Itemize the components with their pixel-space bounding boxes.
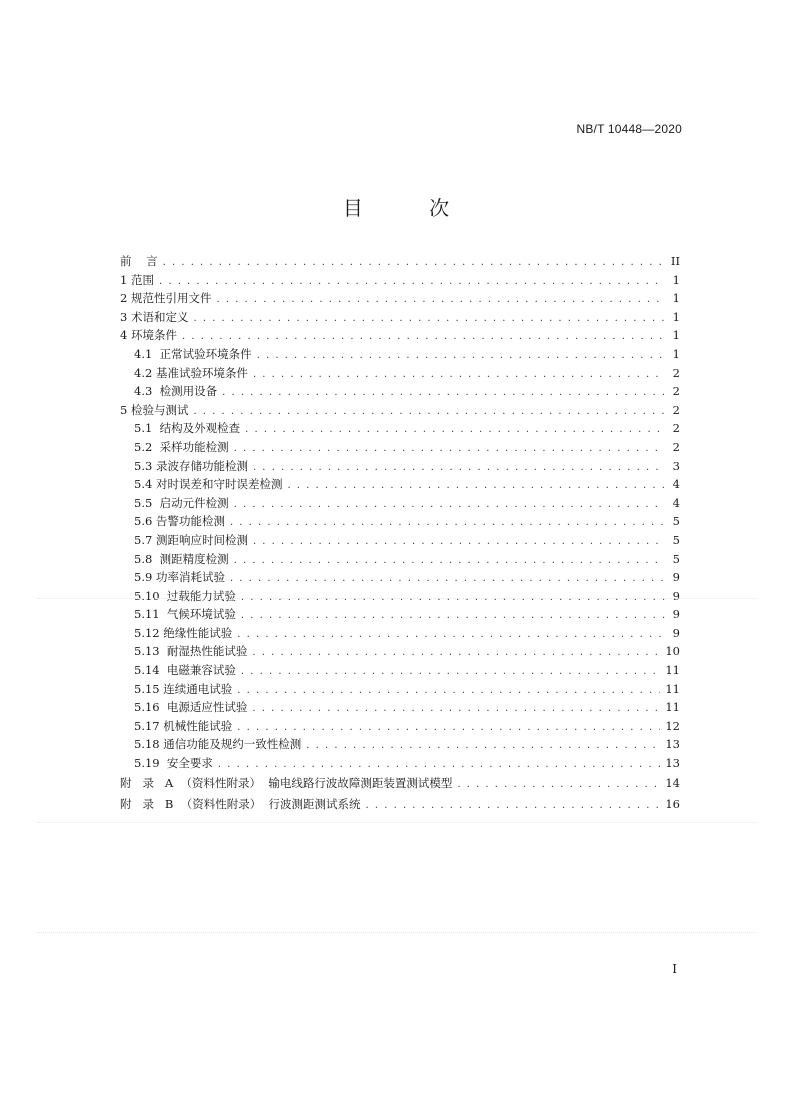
divider <box>36 932 756 933</box>
dot-leader <box>234 496 665 515</box>
toc-entry-label: 5.18 通信功能及规约一致性检测 <box>134 737 302 752</box>
toc-entry[interactable] <box>120 698 680 717</box>
toc-entry-label: 5.8 测距精度检测 <box>134 551 229 566</box>
dot-leader <box>222 384 665 403</box>
toc-entry[interactable] <box>120 754 680 773</box>
toc-entry-page: 10 <box>665 644 680 659</box>
toc-entry-label: 4 环境条件 <box>120 328 177 343</box>
toc-entry-label: 5.10 过载能力试验 <box>134 588 236 603</box>
dot-leader <box>216 291 665 310</box>
toc-entry-label: 5.15 连续通电试验 <box>134 681 233 696</box>
toc-entry-page: 1 <box>672 309 680 324</box>
dot-leader <box>245 421 665 440</box>
standard-code: NB/T 10448—2020 <box>576 122 682 136</box>
toc-entry-label: 前 言 <box>120 254 158 268</box>
dot-leader <box>159 273 665 292</box>
toc-entry-page: 1 <box>672 291 680 306</box>
dot-leader <box>193 403 665 422</box>
toc-entry[interactable] <box>120 661 680 680</box>
toc-entry[interactable] <box>120 642 680 661</box>
toc-entry-page: II <box>670 254 680 268</box>
toc-entry[interactable] <box>120 624 680 643</box>
toc-entry-page: 4 <box>672 495 680 510</box>
toc-entry-page: 2 <box>672 439 680 454</box>
toc-entry[interactable] <box>120 271 680 290</box>
dot-leader <box>306 737 660 756</box>
toc-entry-label: 5.4 对时误差和守时误差检测 <box>134 477 283 492</box>
toc-entry[interactable] <box>120 419 680 438</box>
toc-entry[interactable] <box>120 308 680 327</box>
toc-entry-page: 11 <box>665 663 680 678</box>
toc-entry-label: 5.17 机械性能试验 <box>134 718 233 733</box>
toc-entry-label: 5.6 告警功能检测 <box>134 514 225 529</box>
toc-entry-label: 5.14 电磁兼容试验 <box>134 663 236 678</box>
toc-entry[interactable] <box>120 587 680 606</box>
dot-leader <box>253 366 665 385</box>
toc-entry-page: 5 <box>672 514 680 529</box>
dot-leader <box>237 682 660 701</box>
toc-entry-label: 5.12 绝缘性能试验 <box>134 625 233 640</box>
toc-entry-label: 4.3 检测用设备 <box>134 384 218 399</box>
toc-entry[interactable] <box>120 289 680 308</box>
page-number: I <box>672 962 677 976</box>
dot-leader <box>193 310 665 329</box>
toc-entry-page: 14 <box>665 775 680 790</box>
dot-leader <box>241 663 660 682</box>
dot-leader <box>457 774 660 796</box>
toc-entry-page: 13 <box>665 737 680 752</box>
toc-entry-page: 4 <box>672 477 680 492</box>
toc-entry[interactable] <box>120 252 680 271</box>
toc-entry-label: 附 录 B （资料性附录） 行波测距测试系统 <box>120 797 361 812</box>
toc-entry-label: 2 规范性引用文件 <box>120 291 212 306</box>
dot-leader <box>366 795 661 817</box>
toc-entry[interactable] <box>120 512 680 531</box>
dot-leader <box>287 477 665 496</box>
dot-leader <box>253 459 665 478</box>
dot-leader <box>257 347 665 366</box>
toc-entry-label: 5.3 录波存储功能检测 <box>134 458 248 473</box>
toc-entry[interactable] <box>120 364 680 383</box>
table-of-contents <box>120 252 680 816</box>
toc-entry[interactable] <box>120 794 680 816</box>
toc-entry-page: 5 <box>672 532 680 547</box>
toc-entry-label: 1 范围 <box>120 272 154 287</box>
toc-entry[interactable] <box>120 475 680 494</box>
toc-entry[interactable] <box>120 680 680 699</box>
toc-entry[interactable] <box>120 773 680 795</box>
dot-leader <box>230 514 665 533</box>
dot-leader <box>237 626 665 645</box>
toc-entry-label: 5.9 功率消耗试验 <box>134 570 225 585</box>
toc-entry-page: 2 <box>672 421 680 436</box>
toc-entry-label: 5.2 采样功能检测 <box>134 439 229 454</box>
toc-entry-page: 9 <box>672 625 680 640</box>
toc-entry[interactable] <box>120 550 680 569</box>
dot-leader <box>253 533 665 552</box>
toc-entry-page: 16 <box>665 797 680 812</box>
divider <box>36 822 756 823</box>
toc-entry[interactable] <box>120 735 680 754</box>
toc-entry-page: 9 <box>672 588 680 603</box>
toc-entry-label: 5.5 启动元件检测 <box>134 495 229 510</box>
toc-entry[interactable] <box>120 382 680 401</box>
toc-entry-page: 9 <box>672 570 680 585</box>
toc-entry-page: 1 <box>672 272 680 287</box>
toc-entry-label: 5.7 测距响应时间检测 <box>134 532 248 547</box>
toc-entry-page: 2 <box>672 384 680 399</box>
toc-entry[interactable] <box>120 717 680 736</box>
toc-entry-label: 5.16 电源适应性试验 <box>134 700 248 715</box>
toc-entry-page: 3 <box>672 458 680 473</box>
toc-entry[interactable] <box>120 568 680 587</box>
toc-entry-page: 1 <box>672 328 680 343</box>
toc-entry-page: 11 <box>665 681 680 696</box>
toc-entry[interactable] <box>120 605 680 624</box>
toc-entry[interactable] <box>120 494 680 513</box>
toc-entry-label: 5.11 气候环境试验 <box>134 607 236 622</box>
dot-leader <box>234 440 665 459</box>
toc-entry[interactable] <box>120 457 680 476</box>
toc-entry[interactable] <box>120 401 680 420</box>
toc-entry-label: 5.13 耐湿热性能试验 <box>134 644 248 659</box>
toc-entry-page: 9 <box>672 607 680 622</box>
toc-entry[interactable] <box>120 345 680 364</box>
toc-entry-page: 13 <box>665 756 680 771</box>
toc-entry-page: 2 <box>672 365 680 380</box>
toc-entry-page: 12 <box>665 718 680 733</box>
toc-entry[interactable] <box>120 326 680 345</box>
toc-entry[interactable] <box>120 438 680 457</box>
dot-leader <box>252 700 660 719</box>
toc-entry-label: 3 术语和定义 <box>120 309 189 324</box>
dot-leader <box>182 328 665 347</box>
dot-leader <box>230 570 665 589</box>
toc-entry-page: 1 <box>672 346 680 361</box>
dot-leader <box>234 552 665 571</box>
toc-entry-page: 5 <box>672 551 680 566</box>
toc-entry[interactable] <box>120 531 680 550</box>
dot-leader <box>252 644 660 663</box>
dot-leader <box>163 254 665 273</box>
toc-entry-label: 5 检验与测试 <box>120 402 189 417</box>
toc-entry-page: 2 <box>672 402 680 417</box>
toc-entry-page: 11 <box>665 700 680 715</box>
toc-entry-label: 5.19 安全要求 <box>134 756 213 771</box>
page-title: 目 次 <box>342 196 480 220</box>
dot-leader <box>241 607 665 626</box>
toc-entry-label: 附 录 A （资料性附录） 输电线路行波故障测距装置测试模型 <box>120 775 453 790</box>
divider <box>36 598 756 599</box>
toc-entry-label: 5.1 结构及外观检查 <box>134 421 241 436</box>
toc-entry-label: 4.1 正常试验环境条件 <box>134 346 252 361</box>
toc-entry-label: 4.2 基准试验环境条件 <box>134 365 248 380</box>
